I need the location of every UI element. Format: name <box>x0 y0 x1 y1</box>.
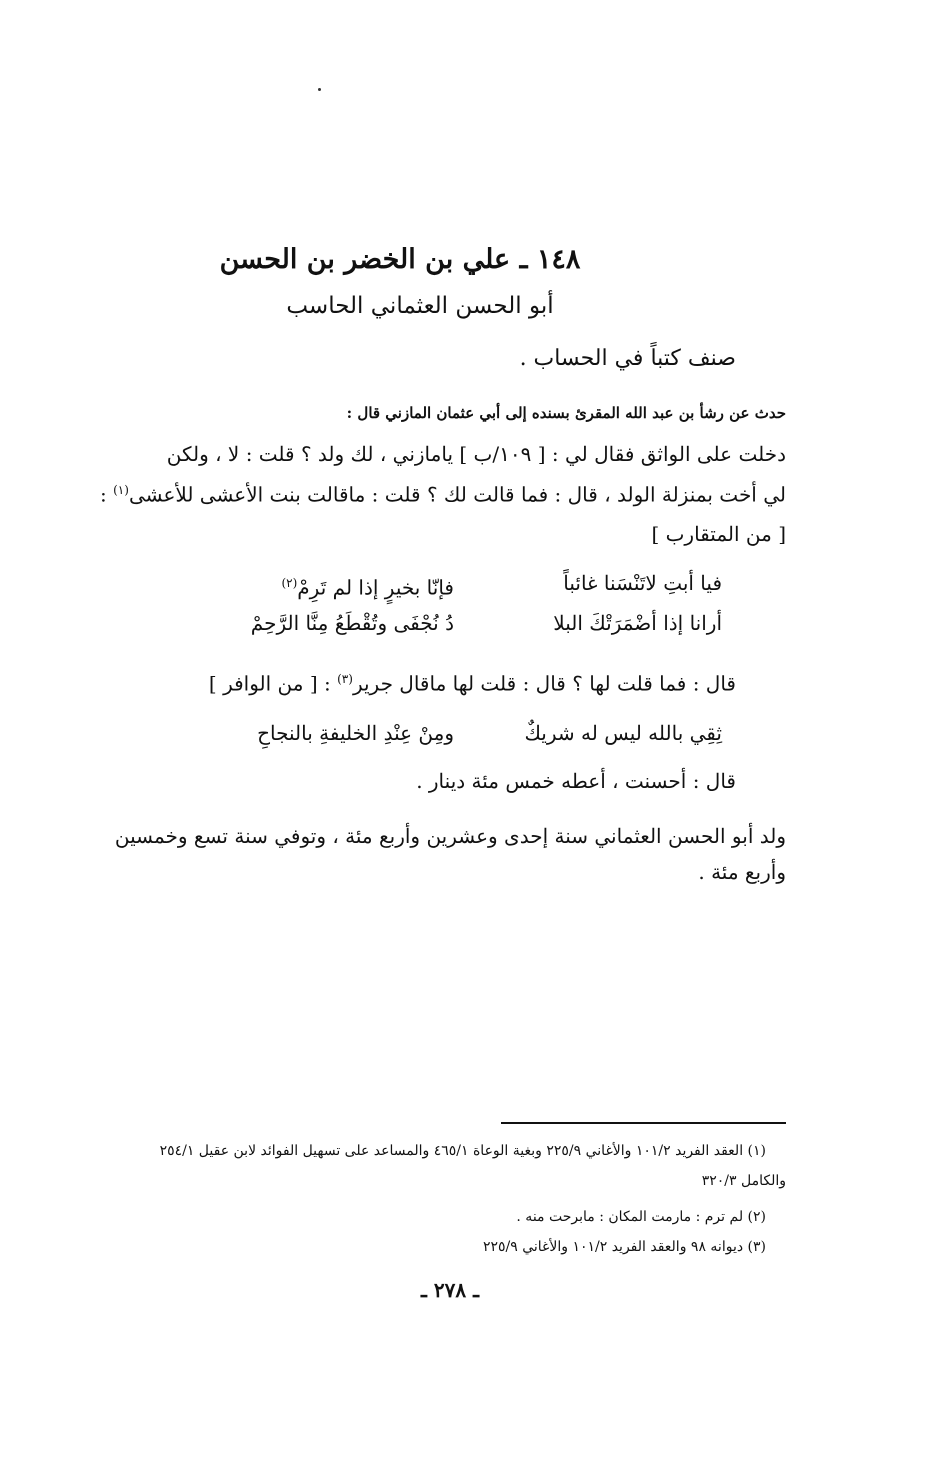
dialogue-line-2: قال : أحسنت ، أعطه خمس مئة دينار . <box>416 769 736 793</box>
footnote-ref-2: (٢) <box>281 576 298 590</box>
verse-3-first-hemistich: ثِقِي بالله ليس له شريكٌ <box>524 721 722 745</box>
paragraph-story <box>100 436 786 508</box>
footnote-ref-3: (٣) <box>337 672 353 686</box>
birth-death-line-2: وأربع مئة . <box>698 860 786 884</box>
verse-1-second-text: فإنّا بخيرٍ إذا لم تَرِمْ <box>297 575 454 600</box>
verse-1-second-hemistich <box>281 566 454 605</box>
paragraph-birth-death <box>106 818 786 890</box>
verse-3-second-hemistich: ومِنْ عِنْدِ الخليفةِ بالنجاحِ <box>257 721 454 745</box>
footnote-ref-1: (١) <box>113 483 129 497</box>
story-line-2 <box>100 472 786 508</box>
page-number: ـ ٢٧٨ ـ <box>421 1278 479 1302</box>
narration-chain: حدث عن رشأ بن عبد الله المقرئ بسنده إلى أبي عثمان المازني قال : <box>346 404 786 422</box>
story-line-1: دخلت على الواثق فقال لي : [ ١٠٩/ب ] يامازني ، لك ولد ؟ قلت : لا ، ولكن <box>166 442 786 466</box>
verse-2-second-hemistich: دُ نُجْفَى وتُقْطَعُ مِنَّا الرَّحِمْ <box>250 611 454 635</box>
footnote-1-line-1: (١) العقد الفريد ١٠١/٢ والأغاني ٢٢٥/٩ وبغية الوعاة ٤٦٥/١ والمساعد على تسهيل الفوائد لابن عقيل ٢٥٤/١ <box>159 1143 766 1159</box>
dialogue-line-1-text: قال : فما قلت لها ؟ قال : قلت لها ماقال جرير <box>352 671 736 696</box>
meter-label-mutaqarib: [ من المتقارب ] <box>651 522 786 546</box>
footnote-1-line-2: والكامل ٣٢٠/٣ <box>701 1173 786 1189</box>
dialogue-line-1 <box>96 662 736 701</box>
footnote-3: (٣) ديوانه ٩٨ والعقد الفريد ١٠١/٢ والأغاني ٢٢٥/٩ <box>482 1239 766 1255</box>
footnote-2: (٢) لم ترم : مارمت المكان : مابرحت منه . <box>516 1209 766 1225</box>
speck-mark <box>318 88 321 91</box>
birth-death-line-1: ولد أبو الحسن العثماني سنة إحدى وعشرين وأربع مئة ، وتوفي سنة تسع وخمسين <box>114 824 786 848</box>
verse-2-first-hemistich: أرانا إذا أضْمَرَتْكَ البلا <box>553 611 722 635</box>
entry-title: ١٤٨ ـ علي بن الخضر بن الحسن <box>219 244 581 275</box>
footnote-separator <box>501 1122 786 1124</box>
verse-1-first-hemistich: فيا أبتِ لاتَنْسَنا غائباً <box>563 571 722 595</box>
entry-subtitle: أبو الحسن العثماني الحاسب <box>286 293 554 319</box>
paragraph-works: صنف كتباً في الحساب . <box>519 346 736 371</box>
story-line-2-text: لي أخت بمنزلة الولد ، قال : فما قالت لك ؟ قلت : ماقالت بنت الأعشى للأعشى <box>128 482 786 507</box>
story-line-2-end: : <box>100 482 114 507</box>
meter-label-wafir: : [ من الوافر ] <box>208 671 338 696</box>
